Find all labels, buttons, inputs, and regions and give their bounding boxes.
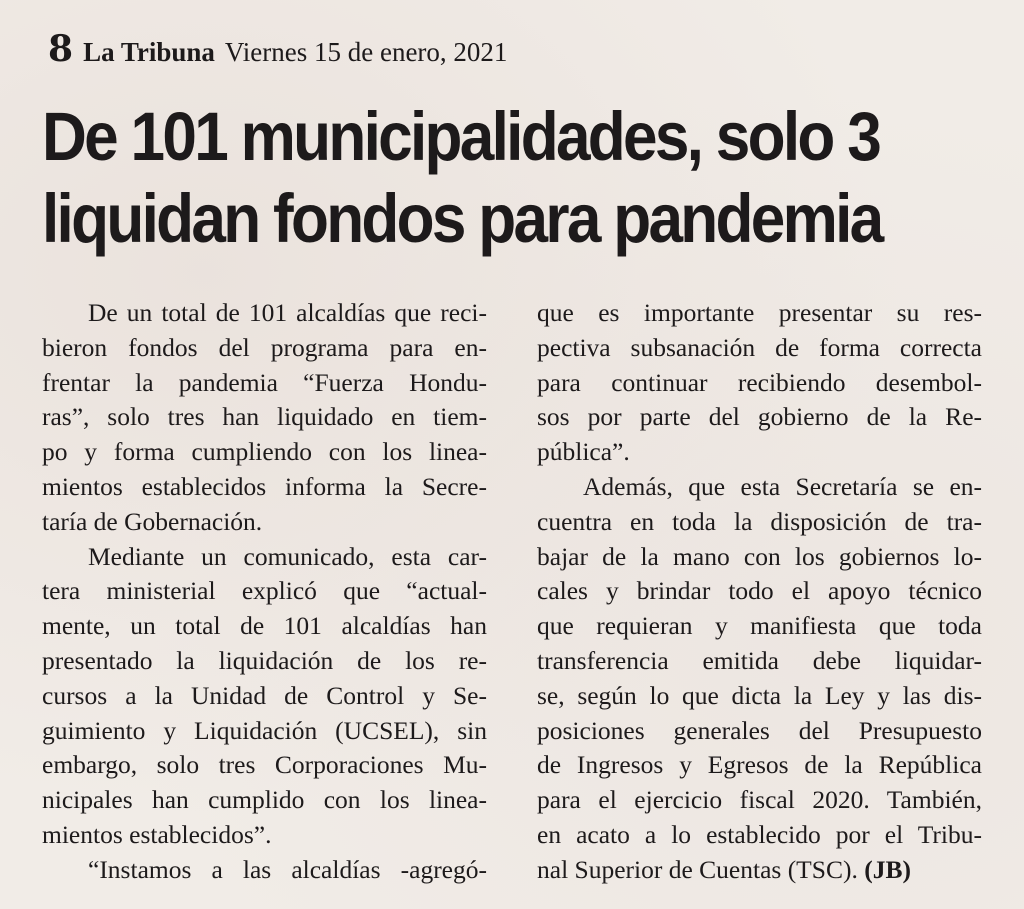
- headline-line-2: liquidan fondos para pandemia: [42, 180, 882, 257]
- text-line: mientos establecidos”.: [42, 819, 272, 849]
- text-line: bajar de la mano con los gobiernos lo-: [537, 541, 982, 571]
- text-line: presentado la liquidación de los re-: [42, 645, 487, 675]
- text-line: cursos a la Unidad de Control y Se-: [42, 680, 487, 710]
- text-line: se, según lo que dicta la Ley y las dis-: [537, 680, 982, 710]
- article-column-right: [537, 296, 982, 888]
- text-line: Mediante un comunicado, esta car-: [88, 541, 487, 571]
- text-line: guimiento y Liquidación (UCSEL), sin: [42, 715, 487, 745]
- author-initials: (JB): [864, 854, 911, 884]
- page-header: [48, 28, 507, 76]
- text-line: embargo, solo tres Corporaciones Mu-: [42, 750, 487, 780]
- text-line: “Instamos a las alcaldías -agregó-: [88, 854, 487, 884]
- publication-date: Viernes 15 de enero, 2021: [224, 37, 508, 67]
- text-line: transferencia emitida debe liquidar-: [537, 645, 982, 675]
- text-line: que es importante presentar su res-: [537, 298, 982, 327]
- text-line: nicipales han cumplido con los linea-: [42, 785, 487, 815]
- text-line: mientos establecidos informa la Secre-: [42, 471, 487, 501]
- text-line: bieron fondos del programa para en-: [42, 332, 487, 362]
- text-line: po y forma cumpliendo con los linea-: [42, 437, 487, 467]
- final-text-line: [537, 853, 982, 888]
- text-line: cales y brindar todo el apoyo técnico: [537, 576, 982, 606]
- text-line: pectiva subsanación de forma correcta: [537, 332, 982, 362]
- text-line: que requieran y manifiesta que toda: [537, 611, 982, 641]
- text-line: de Ingresos y Egresos de la República: [537, 750, 982, 780]
- article-headline: [42, 96, 992, 260]
- text-line: ras”, solo tres han liquidado en tiem-: [42, 402, 487, 432]
- article-column-left: [42, 296, 487, 888]
- text-line: posiciones generales del Presupuesto: [537, 715, 982, 745]
- text-line: cuentra en toda la disposición de tra-: [537, 506, 982, 536]
- headline-line-1: De 101 municipalidades, solo 3: [42, 98, 880, 175]
- text-line: tera ministerial explicó que “actual-: [42, 576, 487, 606]
- text-line: mente, un total de 101 alcaldías han: [42, 611, 487, 641]
- text-line: para continuar recibiendo desembol-: [537, 367, 982, 397]
- text-line: frentar la pandemia “Fuerza Hondu-: [42, 367, 487, 397]
- text-line: De un total de 101 alcaldías que reci-: [88, 298, 487, 327]
- text-line: pública”.: [537, 437, 630, 467]
- text-line: nal Superior de Cuentas (TSC).: [537, 854, 858, 884]
- publication-name: La Tribuna: [83, 37, 215, 67]
- text-line: para el ejercicio fiscal 2020. También,: [537, 785, 982, 815]
- text-line: taría de Gobernación.: [42, 506, 263, 536]
- page-number: 8: [48, 28, 74, 70]
- text-line: sos por parte del gobierno de la Re-: [537, 402, 982, 432]
- text-line: Además, que esta Secretaría se en-: [583, 471, 982, 501]
- text-line: en acato a lo establecido por el Tribu-: [537, 819, 982, 849]
